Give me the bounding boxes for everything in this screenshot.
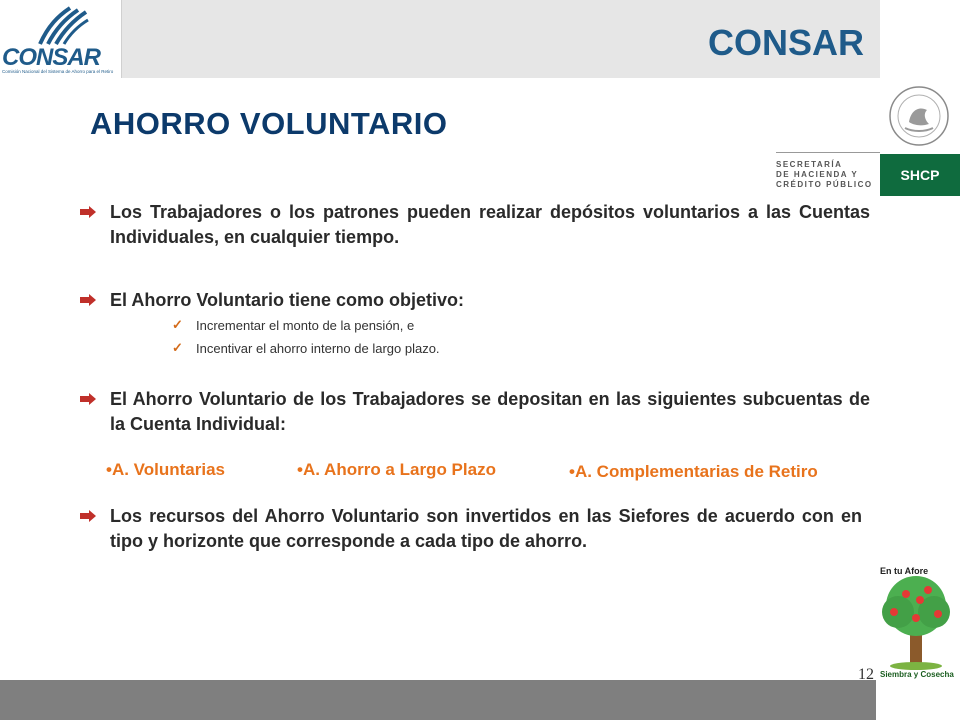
afore-tree-bottom-label: Siembra y Cosecha	[880, 670, 954, 679]
bullet-deposits: Los Trabajadores o los patrones pueden realizar depósitos voluntarios a las Cuentas Individuales, en cualquier tiempo.	[110, 202, 870, 247]
secretaria-label: SECRETARÍA DE HACIENDA Y CRÉDITO PÚBLICO	[776, 160, 873, 189]
objective-item: Incrementar el monto de la pensión, e	[196, 318, 415, 333]
arrow-bullet-icon	[80, 206, 96, 218]
logo-wordmark: CONSAR	[2, 44, 101, 71]
arrow-bullet-icon	[80, 393, 96, 405]
bullet-objective: El Ahorro Voluntario tiene como objetivo:	[110, 290, 465, 310]
arrow-bullet-icon	[80, 510, 96, 522]
mexico-seal-icon	[883, 84, 955, 148]
check-icon: ✓	[172, 317, 183, 332]
page-number: 12	[858, 666, 874, 683]
tree-icon	[876, 560, 960, 672]
afore-tree-top-label: En tu Afore	[880, 566, 929, 576]
footer-band	[0, 680, 876, 720]
slide-title: AHORRO VOLUNTARIO	[90, 106, 448, 141]
secretaria-divider	[776, 152, 880, 153]
objective-item: Incentivar el ahorro interno de largo plazo.	[196, 341, 440, 356]
consar-logo	[0, 0, 122, 78]
check-icon: ✓	[172, 340, 183, 355]
logo-wave-icon	[36, 6, 90, 46]
logo-tagline: Comisión Nacional del Sistema de Ahorro para el Retiro	[2, 69, 114, 74]
subaccount-largo-plazo: •A. Ahorro a Largo Plazo	[297, 460, 496, 479]
arrow-bullet-icon	[80, 294, 96, 306]
subaccount-complementarias: •A. Complementarias de Retiro	[569, 462, 818, 481]
brand-title: CONSAR	[707, 22, 864, 63]
shcp-badge: SHCP	[880, 154, 960, 196]
bullet-subaccounts: El Ahorro Voluntario de los Trabajadores se depositan en las siguientes subcuentas de la Cuenta Individual:	[110, 389, 870, 434]
subaccount-voluntarias: •A. Voluntarias	[106, 460, 225, 479]
bullet-siefores: Los recursos del Ahorro Voluntario son invertidos en las Siefores de acuerdo con en tipo y horizonte que corresponde a cada tipo de ahorro.	[110, 506, 862, 551]
